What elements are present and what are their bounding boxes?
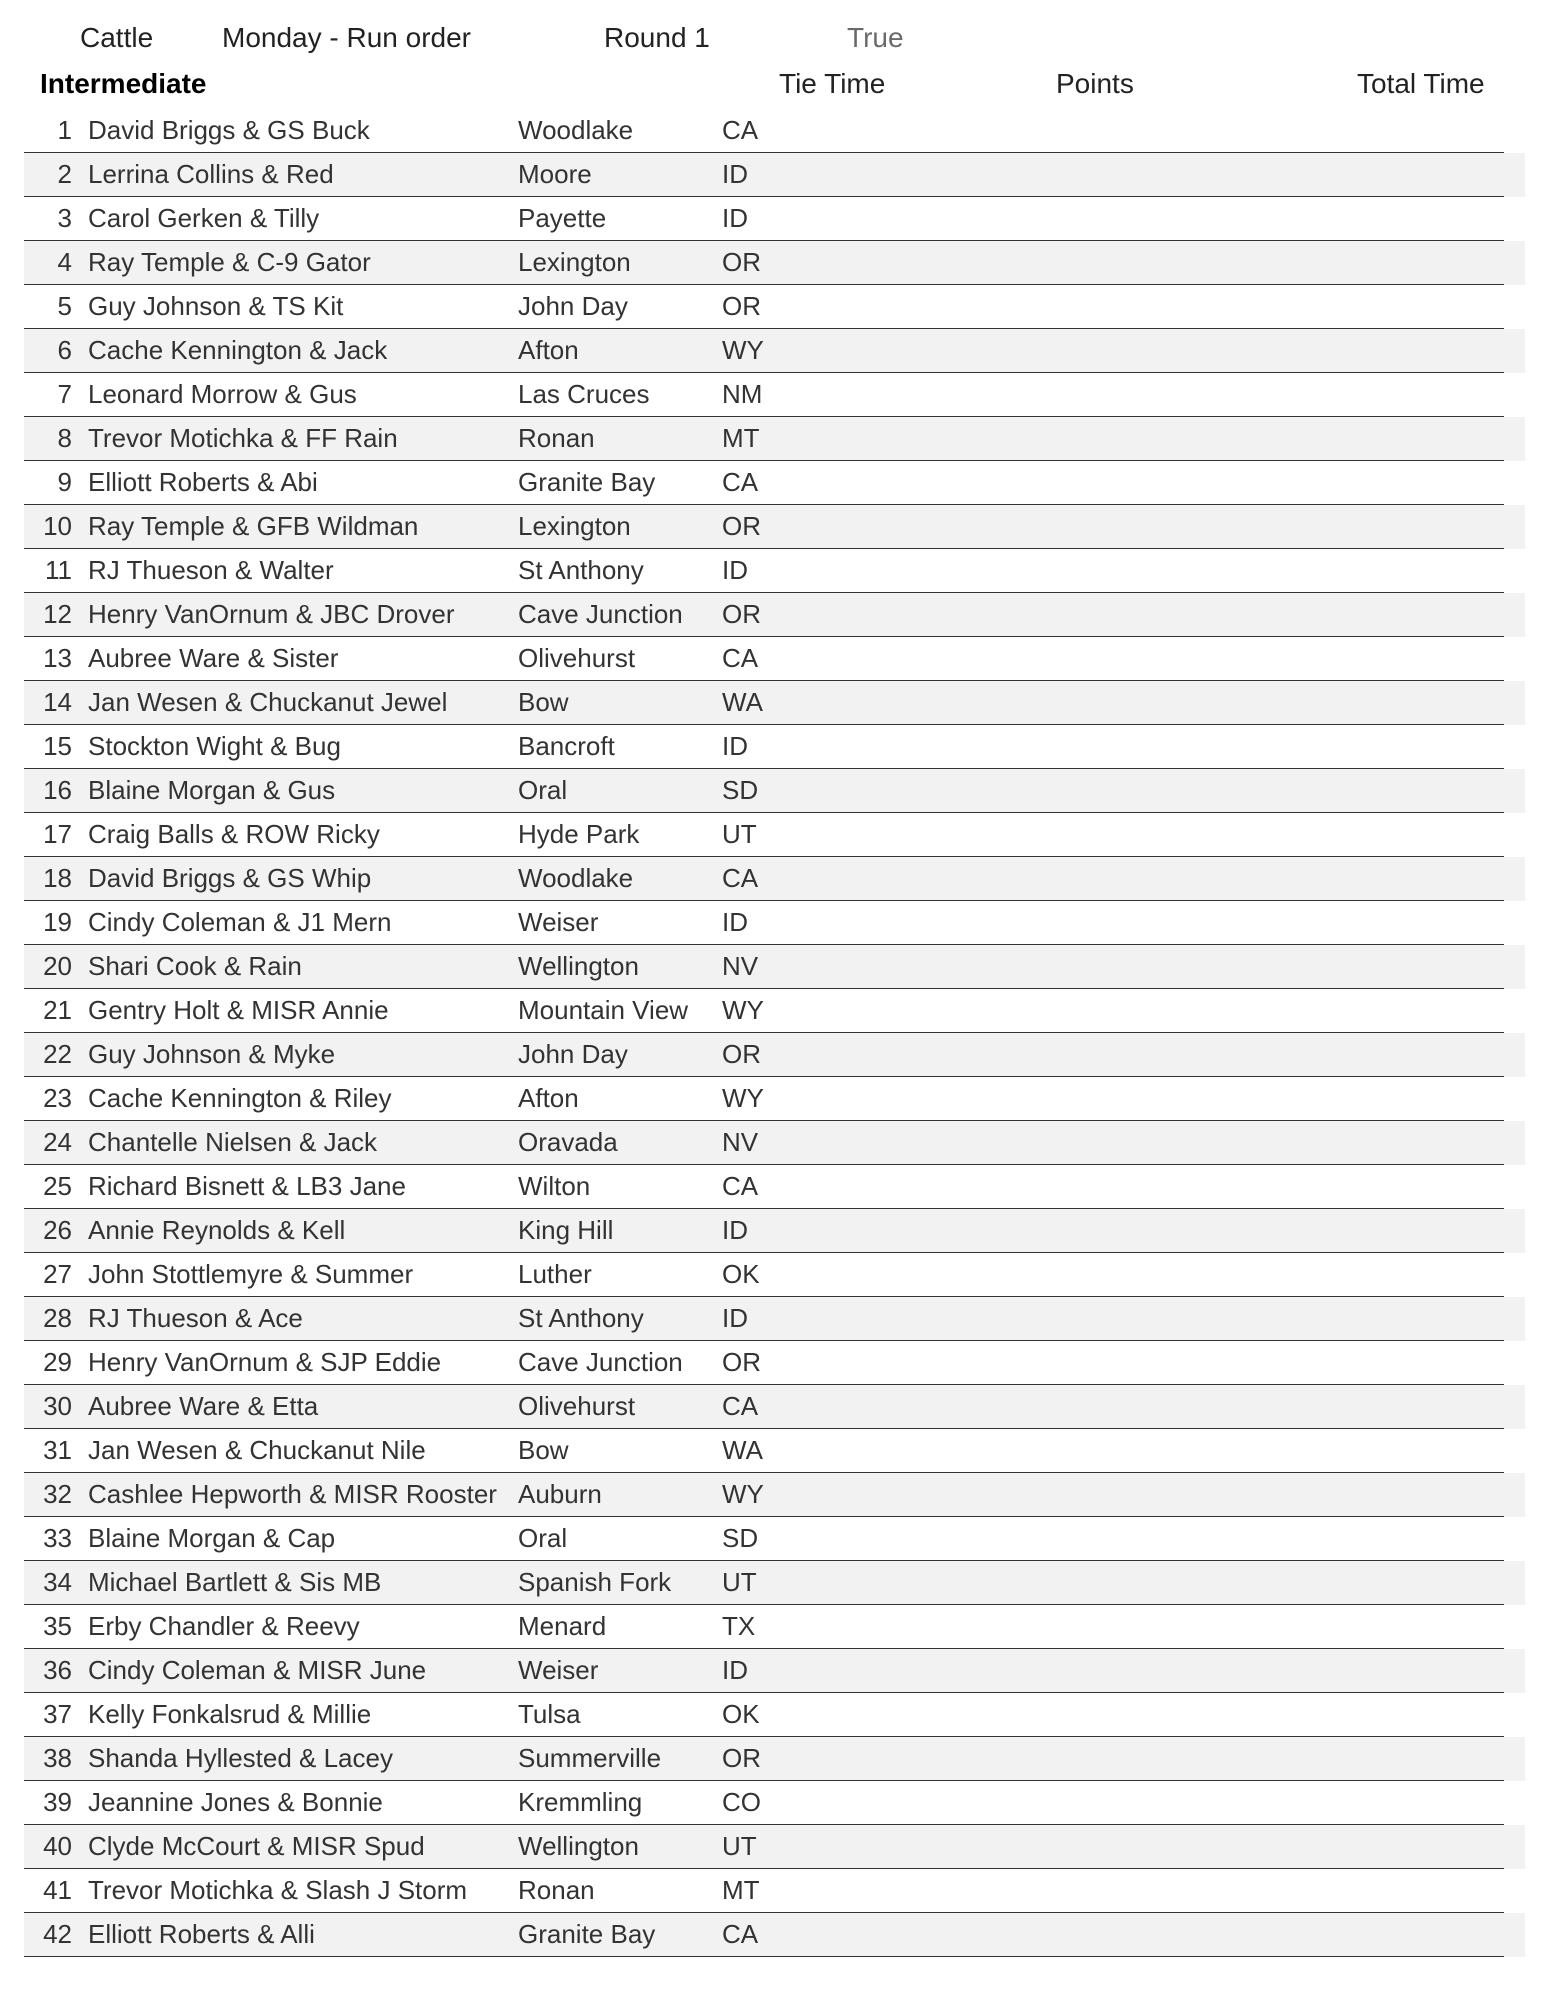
entry-number: 12 xyxy=(43,599,72,629)
entry-city: Luther xyxy=(518,1259,592,1289)
entry-name: David Briggs & GS Whip xyxy=(88,863,372,893)
entry-state: ID xyxy=(722,1303,748,1333)
table-row xyxy=(0,1165,1545,1209)
entry-name: Richard Bisnett & LB3 Jane xyxy=(88,1171,406,1201)
entry-name: Aubree Ware & Etta xyxy=(88,1391,319,1421)
entry-state: NV xyxy=(722,951,759,981)
entry-city: St Anthony xyxy=(518,555,644,585)
table-row xyxy=(0,373,1545,417)
entry-city: Olivehurst xyxy=(518,643,636,673)
entry-number: 34 xyxy=(43,1567,72,1597)
table-row xyxy=(0,329,1545,373)
table-row xyxy=(0,1429,1545,1473)
entry-number: 42 xyxy=(43,1919,72,1949)
division-title: Intermediate xyxy=(40,68,207,99)
entry-number: 4 xyxy=(57,247,72,277)
table-row xyxy=(0,1737,1545,1781)
entry-city: Las Cruces xyxy=(518,379,650,409)
entry-state: UT xyxy=(722,1831,757,1861)
entry-state: CA xyxy=(722,1391,759,1421)
entry-number: 7 xyxy=(57,379,72,409)
entry-state: ID xyxy=(722,1215,748,1245)
entry-city: Bancroft xyxy=(518,731,615,761)
entry-number: 29 xyxy=(43,1347,72,1377)
entry-name: Guy Johnson & TS Kit xyxy=(88,291,344,321)
entry-number: 33 xyxy=(43,1523,72,1553)
entry-number: 31 xyxy=(43,1435,72,1465)
entry-name: Elliott Roberts & Alli xyxy=(88,1919,315,1949)
entry-city: Olivehurst xyxy=(518,1391,636,1421)
entry-number: 18 xyxy=(43,863,72,893)
entry-city: Cave Junction xyxy=(518,599,683,629)
entry-name: Kelly Fonkalsrud & Millie xyxy=(88,1699,372,1729)
entry-name: Annie Reynolds & Kell xyxy=(88,1215,346,1245)
entry-number: 35 xyxy=(43,1611,72,1641)
table-row xyxy=(0,285,1545,329)
entry-name: Ray Temple & GFB Wildman xyxy=(88,511,419,541)
entry-number: 17 xyxy=(43,819,72,849)
entry-number: 9 xyxy=(57,467,72,497)
entry-city: Kremmling xyxy=(518,1787,643,1817)
entry-state: ID xyxy=(722,555,748,585)
entry-city: Weiser xyxy=(518,907,599,937)
entry-city: Weiser xyxy=(518,1655,599,1685)
table-row xyxy=(0,505,1545,549)
entry-city: Oravada xyxy=(518,1127,618,1157)
entry-state: OR xyxy=(722,1039,761,1069)
table-row xyxy=(0,945,1545,989)
table-row xyxy=(0,1209,1545,1253)
entry-state: WY xyxy=(722,995,764,1025)
class-label: Cattle xyxy=(80,22,154,53)
entry-city: John Day xyxy=(518,291,628,321)
table-row xyxy=(0,1825,1545,1869)
table-row xyxy=(0,417,1545,461)
entry-number: 27 xyxy=(43,1259,72,1289)
entry-name: Clyde McCourt & MISR Spud xyxy=(88,1831,425,1861)
entry-number: 23 xyxy=(43,1083,72,1113)
entry-city: Spanish Fork xyxy=(518,1567,672,1597)
entry-state: ID xyxy=(722,1655,748,1685)
entry-name: John Stottlemyre & Summer xyxy=(88,1259,414,1289)
table-row xyxy=(0,1297,1545,1341)
entry-name: Leonard Morrow & Gus xyxy=(88,379,357,409)
entry-city: Menard xyxy=(518,1611,607,1641)
entry-number: 36 xyxy=(43,1655,72,1685)
entry-number: 8 xyxy=(57,423,72,453)
entry-number: 16 xyxy=(43,775,72,805)
entry-number: 26 xyxy=(43,1215,72,1245)
entry-city: Summerville xyxy=(518,1743,662,1773)
entry-state: OK xyxy=(722,1259,760,1289)
entry-name: Jan Wesen & Chuckanut Jewel xyxy=(88,687,448,717)
entry-name: Shanda Hyllested & Lacey xyxy=(88,1743,393,1773)
total-time-header: Total Time xyxy=(1357,68,1485,99)
entry-number: 2 xyxy=(57,159,72,189)
table-row xyxy=(0,1781,1545,1825)
entry-city: Ronan xyxy=(518,423,595,453)
entry-name: Aubree Ware & Sister xyxy=(88,643,339,673)
entry-name: Elliott Roberts & Abi xyxy=(88,467,318,497)
entry-number: 5 xyxy=(57,291,72,321)
entry-name: RJ Thueson & Ace xyxy=(88,1303,303,1333)
table-row xyxy=(0,901,1545,945)
table-row xyxy=(0,1561,1545,1605)
entry-number: 40 xyxy=(43,1831,72,1861)
entry-number: 39 xyxy=(43,1787,72,1817)
table-row xyxy=(0,241,1545,285)
round-label: Round 1 xyxy=(604,22,710,53)
entry-state: OR xyxy=(722,511,761,541)
entry-number: 20 xyxy=(43,951,72,981)
entry-city: St Anthony xyxy=(518,1303,644,1333)
entry-state: NV xyxy=(722,1127,759,1157)
entry-city: Granite Bay xyxy=(518,1919,656,1949)
entry-number: 22 xyxy=(43,1039,72,1069)
entry-name: Trevor Motichka & FF Rain xyxy=(88,423,398,453)
entry-name: Craig Balls & ROW Ricky xyxy=(88,819,380,849)
entry-name: David Briggs & GS Buck xyxy=(88,115,370,145)
entry-name: Cashlee Hepworth & MISR Rooster xyxy=(88,1479,497,1509)
entry-number: 10 xyxy=(43,511,72,541)
entry-state: SD xyxy=(722,775,759,805)
entry-name: Blaine Morgan & Cap xyxy=(88,1523,336,1553)
entry-number: 3 xyxy=(57,203,72,233)
entry-state: UT xyxy=(722,1567,757,1597)
entry-state: MT xyxy=(722,423,760,453)
entry-state: CA xyxy=(722,1171,759,1201)
entry-name: Ray Temple & C-9 Gator xyxy=(88,247,371,277)
entry-name: Cache Kennington & Riley xyxy=(88,1083,392,1113)
entry-state: WY xyxy=(722,335,764,365)
entry-number: 38 xyxy=(43,1743,72,1773)
points-header: Points xyxy=(1056,68,1134,99)
entry-state: OR xyxy=(722,291,761,321)
entry-number: 32 xyxy=(43,1479,72,1509)
entry-name: Chantelle Nielsen & Jack xyxy=(88,1127,378,1157)
table-row xyxy=(0,725,1545,769)
entry-state: OR xyxy=(722,1347,761,1377)
table-row xyxy=(0,593,1545,637)
table-row xyxy=(0,1869,1545,1913)
entry-state: WY xyxy=(722,1083,764,1113)
entry-city: Tulsa xyxy=(518,1699,581,1729)
entry-state: TX xyxy=(722,1611,756,1641)
entry-number: 21 xyxy=(43,995,72,1025)
entry-city: Payette xyxy=(518,203,607,233)
entry-name: Blaine Morgan & Gus xyxy=(88,775,336,805)
table-row xyxy=(0,549,1545,593)
entry-number: 41 xyxy=(43,1875,72,1905)
entry-state: SD xyxy=(722,1523,759,1553)
table-row xyxy=(0,681,1545,725)
entry-number: 37 xyxy=(43,1699,72,1729)
table-row xyxy=(0,1913,1545,1957)
entry-state: ID xyxy=(722,159,748,189)
table-row xyxy=(0,1473,1545,1517)
entry-number: 25 xyxy=(43,1171,72,1201)
sheet-header xyxy=(0,22,1545,62)
entry-city: Hyde Park xyxy=(518,819,640,849)
entry-city: Mountain View xyxy=(518,995,689,1025)
entry-state: CA xyxy=(722,115,759,145)
entry-state: MT xyxy=(722,1875,760,1905)
entry-city: John Day xyxy=(518,1039,628,1069)
entry-city: Bow xyxy=(518,687,569,717)
entry-city: Bow xyxy=(518,1435,569,1465)
entry-name: Henry VanOrnum & JBC Drover xyxy=(88,599,455,629)
table-row xyxy=(0,153,1545,197)
flag-label: True xyxy=(847,22,904,53)
entry-number: 1 xyxy=(57,115,72,145)
entry-city: Afton xyxy=(518,1083,579,1113)
entry-state: UT xyxy=(722,819,757,849)
entry-state: OR xyxy=(722,1743,761,1773)
table-row xyxy=(0,109,1545,153)
entry-name: Stockton Wight & Bug xyxy=(88,731,341,761)
table-row xyxy=(0,461,1545,505)
entry-city: Cave Junction xyxy=(518,1347,683,1377)
table-row xyxy=(0,637,1545,681)
entry-name: Jeannine Jones & Bonnie xyxy=(88,1787,383,1817)
entry-state: WY xyxy=(722,1479,764,1509)
entry-name: Cindy Coleman & MISR June xyxy=(88,1655,427,1685)
entry-name: Jan Wesen & Chuckanut Nile xyxy=(88,1435,426,1465)
entry-state: ID xyxy=(722,203,748,233)
entry-state: NM xyxy=(722,379,763,409)
entry-city: Lexington xyxy=(518,247,631,277)
day-label: Monday - Run order xyxy=(222,22,472,53)
entry-state: CA xyxy=(722,467,759,497)
table-row xyxy=(0,1517,1545,1561)
entry-state: CA xyxy=(722,1919,759,1949)
entry-number: 13 xyxy=(43,643,72,673)
entry-number: 30 xyxy=(43,1391,72,1421)
table-row xyxy=(0,1121,1545,1165)
entry-number: 6 xyxy=(57,335,72,365)
entry-name: Gentry Holt & MISR Annie xyxy=(88,995,389,1025)
table-row xyxy=(0,1033,1545,1077)
entry-name: Cindy Coleman & J1 Mern xyxy=(88,907,392,937)
entry-city: Ronan xyxy=(518,1875,595,1905)
entry-city: Granite Bay xyxy=(518,467,656,497)
entry-city: Lexington xyxy=(518,511,631,541)
table-row xyxy=(0,1341,1545,1385)
entry-name: RJ Thueson & Walter xyxy=(88,555,334,585)
entry-state: OR xyxy=(722,247,761,277)
table-row xyxy=(0,769,1545,813)
table-row xyxy=(0,1693,1545,1737)
entry-state: WA xyxy=(722,687,763,717)
entry-city: Wilton xyxy=(518,1171,591,1201)
entry-number: 15 xyxy=(43,731,72,761)
table-row xyxy=(0,1605,1545,1649)
table-row xyxy=(0,1077,1545,1121)
table-row xyxy=(0,1649,1545,1693)
entry-number: 28 xyxy=(43,1303,72,1333)
entry-number: 19 xyxy=(43,907,72,937)
entry-state: CO xyxy=(722,1787,761,1817)
table-row xyxy=(0,989,1545,1033)
entry-name: Henry VanOrnum & SJP Eddie xyxy=(88,1347,442,1377)
entry-city: Auburn xyxy=(518,1479,602,1509)
entry-name: Shari Cook & Rain xyxy=(88,951,302,981)
entry-name: Guy Johnson & Myke xyxy=(88,1039,336,1069)
entry-city: Oral xyxy=(518,1523,568,1553)
table-row xyxy=(0,197,1545,241)
entry-city: Oral xyxy=(518,775,568,805)
table-row xyxy=(0,813,1545,857)
run-order-table xyxy=(0,109,1545,1957)
entry-state: ID xyxy=(722,907,748,937)
table-row xyxy=(0,1253,1545,1297)
entry-name: Carol Gerken & Tilly xyxy=(88,203,320,233)
entry-state: CA xyxy=(722,863,759,893)
entry-city: Woodlake xyxy=(518,863,634,893)
entry-name: Erby Chandler & Reevy xyxy=(88,1611,360,1641)
table-row xyxy=(0,1385,1545,1429)
entry-name: Cache Kennington & Jack xyxy=(88,335,388,365)
column-header-row xyxy=(0,68,1545,108)
entry-state: OK xyxy=(722,1699,760,1729)
entry-number: 14 xyxy=(43,687,72,717)
entry-state: CA xyxy=(722,643,759,673)
entry-name: Lerrina Collins & Red xyxy=(88,159,334,189)
entry-city: Woodlake xyxy=(518,115,634,145)
entry-city: Moore xyxy=(518,159,592,189)
entry-city: King Hill xyxy=(518,1215,614,1245)
entry-city: Wellington xyxy=(518,1831,639,1861)
entry-city: Wellington xyxy=(518,951,639,981)
entry-state: ID xyxy=(722,731,748,761)
entry-state: WA xyxy=(722,1435,763,1465)
table-row xyxy=(0,857,1545,901)
entry-name: Michael Bartlett & Sis MB xyxy=(88,1567,382,1597)
entry-city: Afton xyxy=(518,335,579,365)
entry-number: 11 xyxy=(45,555,72,585)
tie-time-header: Tie Time xyxy=(779,68,886,99)
entry-number: 24 xyxy=(43,1127,72,1157)
entry-state: OR xyxy=(722,599,761,629)
entry-name: Trevor Motichka & Slash J Storm xyxy=(88,1875,468,1905)
